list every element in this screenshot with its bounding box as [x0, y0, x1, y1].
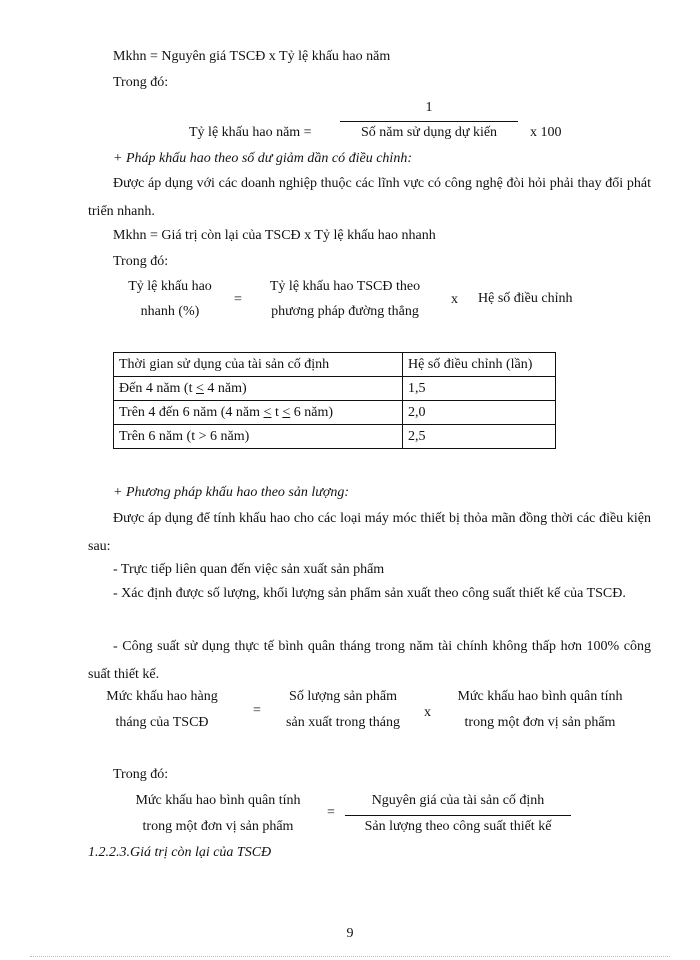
annual-rate-multiplier: x 100	[530, 125, 562, 140]
monthly-rhs-line2: trong một đơn vị sản phẩm	[464, 715, 616, 730]
unit-lhs-line2: trong một đơn vị sản phẩm	[142, 819, 294, 834]
page-bottom-divider	[30, 956, 670, 957]
fast-rate-times: x	[451, 292, 458, 307]
monthly-mid-line1: Số lượng sản phẩm	[289, 689, 397, 704]
condition-item: - Công suất sử dụng thực tế bình quân tháng trong năm tài chính không thấp hơn 100% công suất thiết kế.	[88, 639, 651, 682]
monthly-equals: =	[253, 703, 261, 718]
page-number: 9	[346, 926, 354, 941]
annual-rate-denominator: Số năm sử dụng dự kiến	[360, 125, 498, 140]
heading-residual-value: 1.2.2.3.Giá trị còn lại của TSCĐ	[88, 845, 272, 860]
unit-equals: =	[327, 805, 335, 820]
fast-rate-mid-line1: Tỷ lệ khấu hao TSCĐ theo	[269, 279, 421, 294]
table-cell-coefficient: 2,0	[403, 401, 556, 425]
table-cell-period: Trên 6 năm (t > 6 năm)	[114, 425, 403, 449]
table-cell-period: Trên 4 đến 6 năm (4 năm < t < 6 năm)	[114, 401, 403, 425]
table-header-row	[114, 353, 556, 377]
monthly-times: x	[424, 705, 431, 720]
fast-rate-lhs-line1: Tỷ lệ khấu hao	[128, 279, 212, 294]
where-label-1: Trong đó:	[113, 75, 169, 90]
heading-output-method: + Phương pháp khấu hao theo sản lượng:	[113, 485, 350, 500]
fast-rate-mid-line2: phương pháp đường thẳng	[271, 304, 419, 319]
annual-rate-fraction-line	[340, 121, 518, 122]
fast-rate-lhs-line2: nhanh (%)	[140, 304, 200, 319]
formula-annual-depreciation: Mkhn = Nguyên giá TSCĐ x Tỷ lệ khấu hao năm	[113, 49, 391, 64]
unit-numerator: Nguyên giá của tài sản cố định	[371, 793, 545, 808]
condition-item: - Xác định được số lượng, khối lượng sản phẩm sản xuất theo công suất thiết kế của TSCĐ.	[113, 586, 626, 601]
annual-rate-numerator: 1	[425, 100, 433, 115]
annual-rate-lhs: Tỷ lệ khấu hao năm =	[189, 125, 312, 140]
condition-item: - Trực tiếp liên quan đến việc sản xuất sản phẩm	[113, 562, 385, 577]
fast-rate-adjustment-coefficient: Hệ số điều chỉnh	[478, 291, 573, 306]
monthly-lhs-line1: Mức khấu hao hàng	[106, 689, 218, 704]
monthly-mid-line2: sản xuất trong tháng	[286, 715, 400, 730]
table-cell-period: Đến 4 năm (t < 4 năm)	[114, 377, 403, 401]
formula-fast-depreciation: Mkhn = Giá trị còn lại của TSCĐ x Tỷ lệ khấu hao nhanh	[113, 228, 436, 243]
adjustment-coefficient-table	[113, 352, 556, 449]
unit-lhs-line1: Mức khấu hao bình quân tính	[135, 793, 301, 808]
table-row	[114, 401, 556, 425]
table-cell-coefficient: 1,5	[403, 377, 556, 401]
table-cell-coefficient: 2,5	[403, 425, 556, 449]
monthly-lhs-line2: tháng của TSCĐ	[115, 715, 209, 730]
monthly-rhs-line1: Mức khấu hao bình quân tính	[457, 689, 623, 704]
declining-balance-paragraph: Được áp dụng với các doanh nghiệp thuộc các lĩnh vực có công nghệ đòi hỏi phải thay đổi phát triển nhanh.	[88, 176, 651, 219]
table-row	[114, 377, 556, 401]
table-row	[114, 425, 556, 449]
unit-denominator: Sản lượng theo công suất thiết kế	[364, 819, 552, 834]
where-label-3: Trong đó:	[113, 767, 169, 782]
heading-declining-balance: + Pháp khấu hao theo số dư giảm dần có điều chỉnh:	[113, 151, 412, 166]
fast-rate-equals: =	[234, 292, 242, 307]
table-header-cell: Hệ số điều chỉnh (lần)	[403, 353, 556, 377]
unit-fraction-line	[345, 815, 571, 816]
table-header-cell: Thời gian sử dụng của tài sản cố định	[114, 353, 403, 377]
output-method-paragraph: Được áp dụng để tính khấu hao cho các loại máy móc thiết bị thỏa mãn đồng thời các điều kiện sau:	[88, 511, 651, 554]
where-label-2: Trong đó:	[113, 254, 169, 269]
